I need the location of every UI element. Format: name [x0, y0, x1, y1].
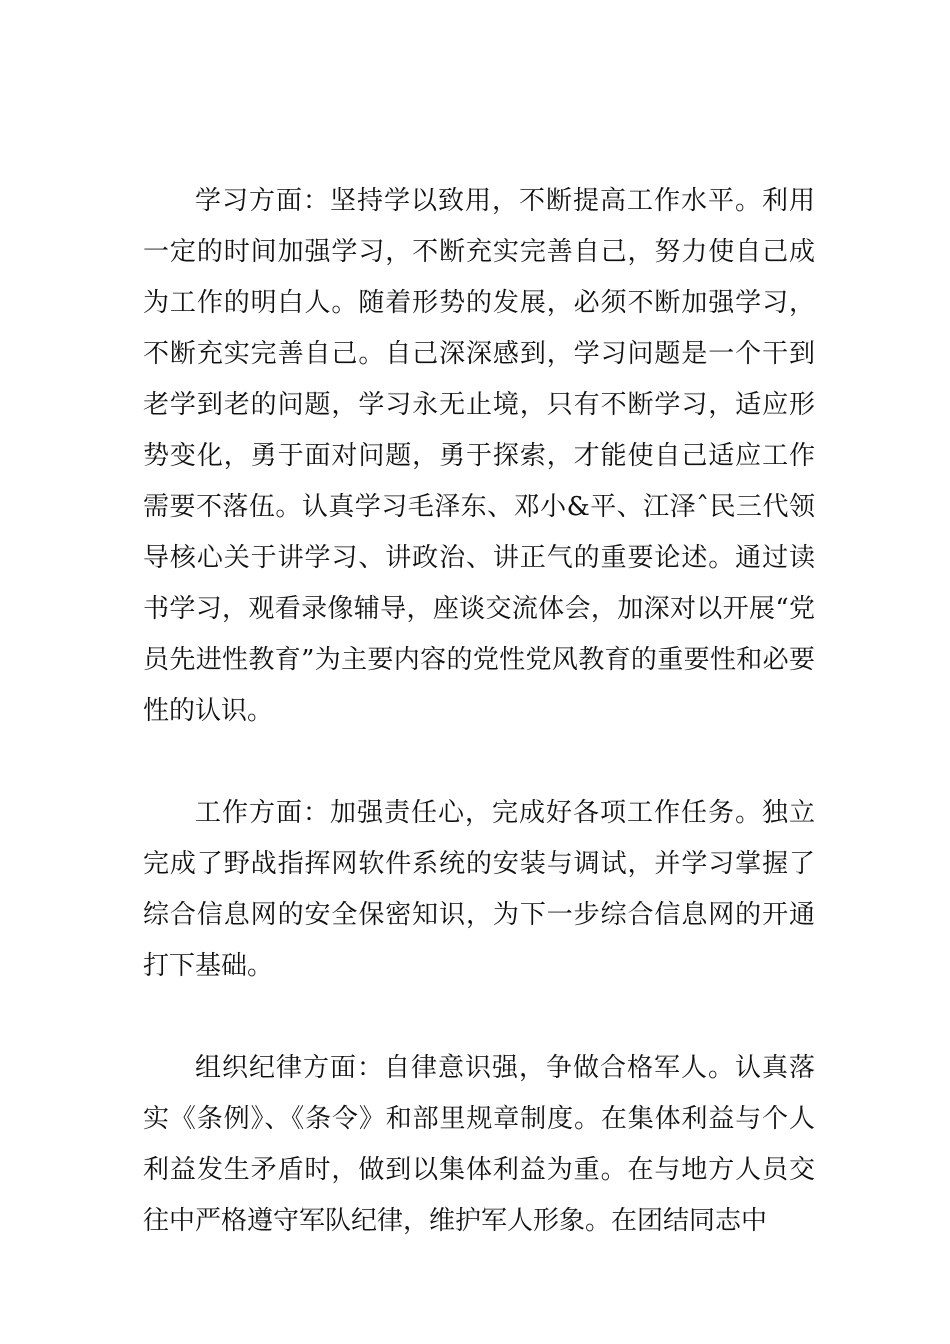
- document-body: [143, 176, 815, 1247]
- paragraph-work: 工作方面：加强责任心，完成好各项工作任务。独立完成了野战指挥网软件系统的安装与调试，并学习掌握了综合信息网的安全保密知识，为下一步综合信息网的开通打下基础。: [143, 798, 815, 981]
- paragraph-discipline: 组织纪律方面：自律意识强，争做合格军人。认真落实《条例》、《条令》和部里规章制度。在集体利益与个人利益发生矛盾时，做到以集体利益为重。在与地方人员交往中严格遵守军队纪律，维护军人形象。在团结同志中: [143, 1053, 815, 1236]
- paragraph-study: 学习方面：坚持学以致用，不断提高工作水平。利用一定的时间加强学习，不断充实完善自己，努力使自己成为工作的明白人。随着形势的发展，必须不断加强学习，不断充实完善自己。自己深深感到，学习问题是一个干到老学到老的问题，学习永无止境，只有不断学习，适应形势变化，勇于面对问题，勇于探索，才能使自己适应工作需要不落伍。认真学习毛泽东、邓小&平、江泽ˆ民三代领导核心关于讲学习、讲政治、讲正气的重要论述。通过读书学习，观看录像辅导，座谈交流体会，加深对以开展“党员先进性教育”为主要内容的党性党风教育的重要性和必要性的认识。: [143, 186, 815, 726]
